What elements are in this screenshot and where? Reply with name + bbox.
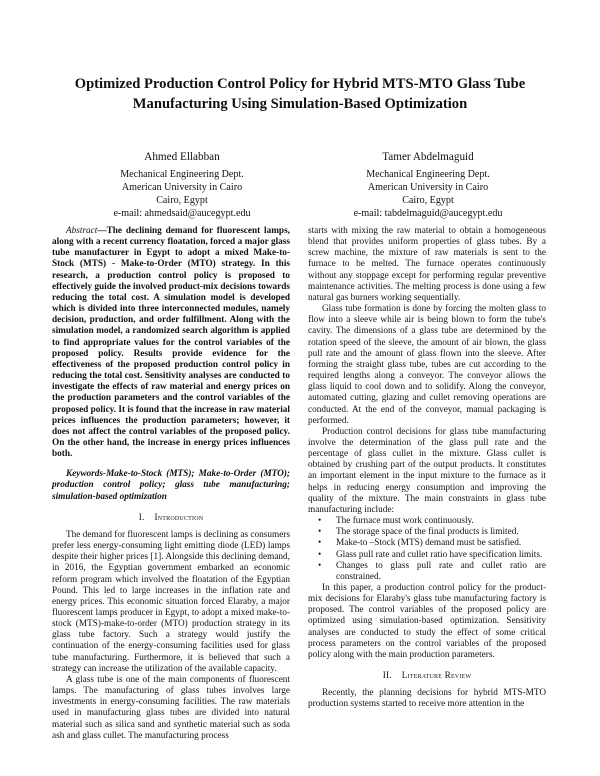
bullet-icon: • <box>318 549 322 560</box>
abstract-lead: Abstract <box>66 226 98 236</box>
bullet-icon: • <box>318 516 322 527</box>
author-email: e-mail: tabdelmaguid@aucegypt.edu <box>353 208 503 219</box>
process-paragraph-1: starts with mixing the raw material to obtain a homogeneous blend that provides uniform properties of glass tubes. By a screw machine, the mixture of raw materials is sent to the furnace to be melted. The furnace operates continuously without any stoppage except for performing regular preventive maintenance activities. The melting process is done using a few natural gas burners working sequentially. <box>308 226 546 303</box>
author-dept: Mechanical Engineering Dept. <box>366 169 490 180</box>
keywords: Keywords-Make-to-Stock (MTS); Make-to-Order (MTO); production control policy; glass tube manufacturing; simulation-based optimization <box>52 469 290 502</box>
bullet-icon: • <box>318 538 322 549</box>
list-item: • Glass pull rate and cullet ratio have specification limits. <box>318 549 543 560</box>
author-university: American University in Cairo <box>121 182 243 193</box>
section-title: Literature Review <box>401 671 472 682</box>
author-block-2 <box>308 150 548 220</box>
constraints-list <box>308 516 546 583</box>
section-heading-introduction <box>52 513 290 524</box>
intro-paragraph-1: The demand for fluorescent lamps is declining as consumers prefer less energy-consuming light emitting diode (LED) lamps despite their higher prices [1]. Alongside this declining demand, in 2016, the Egyptian government embarked an economic reform program which involved the floatation of the Egyptian Pound. This led to large increases in the inflation rate and energy prices. This economic situation forced Elaraby, a major fluorescent lamps producer in Egypt, to adopt a mixed make-to-stock (MTS)-make-to-order (MTO) production strategy in its glass tube factory. Such a strategy would justify the continuation of the energy-consuming facilities used for glass tube manufacturing. Furthermore, it is believed that such a strategy can increase the utilization of the available capacity. <box>52 529 290 674</box>
list-item: • Make-to –Stock (MTS) demand must be satisfied. <box>318 538 522 549</box>
author-dept: Mechanical Engineering Dept. <box>120 169 244 180</box>
right-column <box>308 226 546 711</box>
section-title: Introduction <box>154 512 204 523</box>
author-university: American University in Cairo <box>367 182 489 193</box>
author-name: Tamer Abdelmaguid <box>382 151 474 163</box>
process-paragraph-2: Glass tube formation is done by forcing the molten glass to flow into a sleeve while air is being blown to form the tube's cavity. The dimensions of a glass tube are determined by the rotation speed of the sleeve, the amount of air blown, the glass pull rate and the amount of glass flown into the sleeve. After forming the straight glass tube, tubes are cut according to the required lengths along a conveyor. The conveyor allows the glass liquid to cool down and to solidify. Along the conveyor, automated cutting, glazing and cullet removing operations are conducted. At the end of the conveyor, manual packaging is performed. <box>308 304 546 426</box>
literature-paragraph: Recently, the planning decisions for hybrid MTS-MTO production systems started to receive more attention in the <box>308 688 546 710</box>
section-number: I. <box>138 512 145 523</box>
section-number: II. <box>382 671 392 682</box>
author-city: Cairo, Egypt <box>156 195 208 206</box>
intro-paragraph-2: A glass tube is one of the main components of fluorescent lamps. The manufacturing of glass tubes involves large investments in energy-consuming facilities. The raw materials used in manufacturing glass tubes are divided into natural material such as silica sand and synthetic material such as soda ash and glass cullet. The manufacturing process <box>52 674 290 741</box>
list-item: • The storage space of the final products is limited. <box>318 527 519 538</box>
author-city: Cairo, Egypt <box>402 195 454 206</box>
author-email: e-mail: ahmedsaid@aucegypt.edu <box>113 208 251 219</box>
abstract <box>52 226 290 460</box>
section-heading-literature-review <box>308 671 546 682</box>
list-item: • Changes to glass pull rate and cullet ratio are constrained. <box>318 560 546 582</box>
process-paragraph-3: Production control decisions for glass tube manufacturing involve the determination of the glass pull rate and the percentage of glass cullet in the mixture. Glass cullet is obtained by crushing part of the output products. It constitutes an important element in the input mixture to the furnace as it helps in reducing energy consumption and improving the quality of the mixture. The main constraints in glass tube manufacturing include: <box>308 426 546 515</box>
author-block-1 <box>62 150 302 220</box>
list-item: • The furnace must work continuously. <box>318 516 474 527</box>
closing-paragraph: In this paper, a production control policy for the product-mix decisions for Elaraby's glass tube manufacturing factory is proposed. The control variables of the proposed policy are optimized using simulation-based optimization. Sensitivity analyses are conducted to study the effect of some critical process parameters on the control variables of the proposed policy along with the main production parameters. <box>308 583 546 660</box>
left-column <box>52 226 290 742</box>
author-name: Ahmed Ellabban <box>144 151 220 163</box>
bullet-icon: • <box>318 560 322 571</box>
bullet-icon: • <box>318 527 322 538</box>
abstract-text: —The declining demand for fluorescent lamps, along with a recent currency floatation, forced a major glass tube manufacturer in Egypt to adopt a mixed Make-to-Stock (MTS) - Make-to-Order (MTO) strategy. In this research, a production control policy is proposed to effectively guide the involved product-mix decisions towards reducing the total cost. A simulation model is developed which is divided into three interconnected modules, namely decision, production, and order fulfillment. Along with the simulation model, a randomized search algorithm is applied to find appropriate values for the control variables of the proposed policy. Results provide evidence for the effectiveness of the proposed production control policy in reducing the total cost. Sensitivity analyses are conducted to investigate the effects of raw material and energy prices on the production parameters and the control variables of the proposed policy. It is found that the increase in raw material prices influences the production parameters; however, it does not affect the control variables of the proposed policy. On the other hand, the increase in energy prices influences both. <box>52 226 290 460</box>
paper-title: Optimized Production Control Policy for Hybrid MTS-MTO Glass Tube Manufacturing Using Simulation-Based Optimization <box>74 76 526 112</box>
